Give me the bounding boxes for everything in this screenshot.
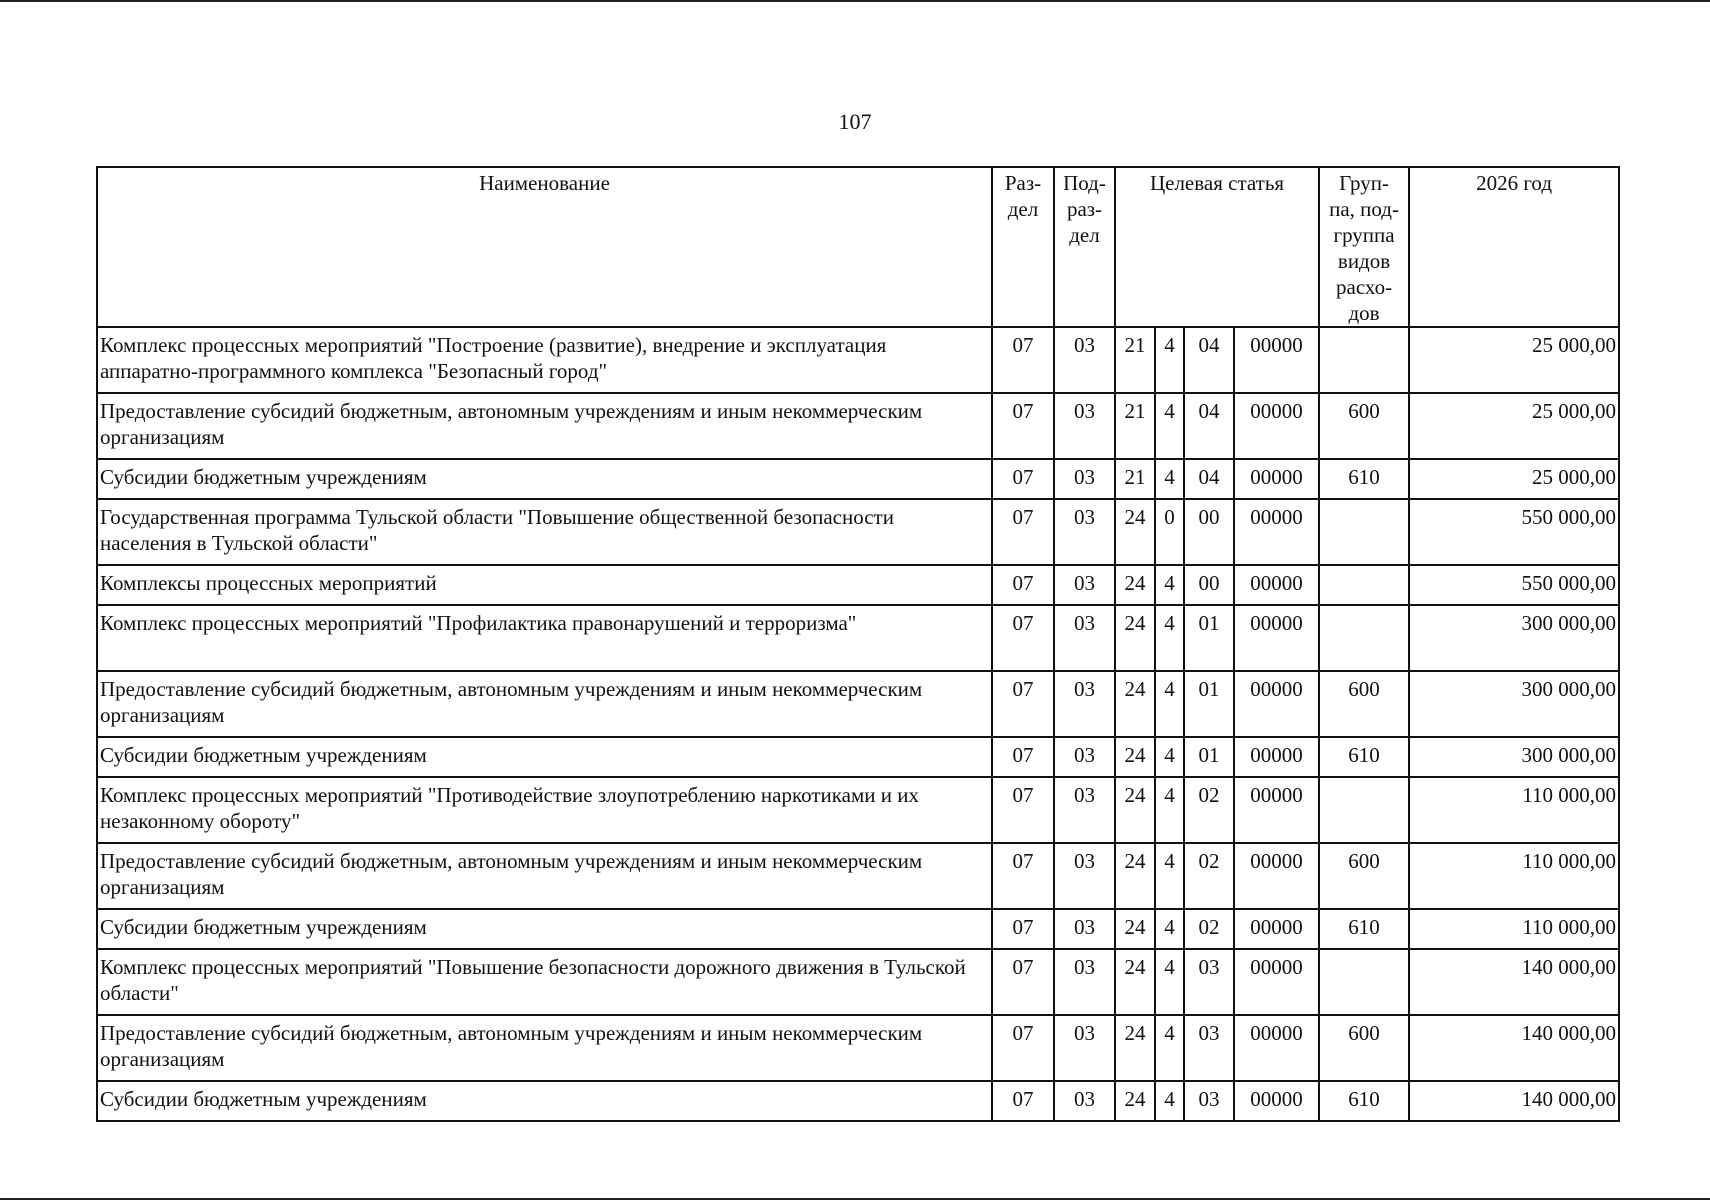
table-row [97, 1015, 1619, 1081]
cell-target-direction: 00000 [1234, 565, 1319, 605]
cell-target-subprogram: 03 [1184, 1015, 1234, 1081]
cell-target-type: 4 [1155, 393, 1184, 459]
cell-expense-group: 610 [1319, 737, 1409, 777]
cell-target-program: 24 [1115, 737, 1155, 777]
cell-target-subprogram: 01 [1184, 605, 1234, 671]
cell-section: 07 [992, 393, 1054, 459]
cell-subsection: 03 [1054, 565, 1115, 605]
cell-name: Комплекс процессных мероприятий "Противодействие злоупотреблению наркотиками и их незаконному обороту" [97, 777, 992, 843]
cell-section: 07 [992, 737, 1054, 777]
cell-target-type: 4 [1155, 777, 1184, 843]
cell-amount: 110 000,00 [1409, 843, 1619, 909]
cell-name: Государственная программа Тульской области "Повышение общественной безопасности населения в Тульской области" [97, 499, 992, 565]
cell-subsection: 03 [1054, 459, 1115, 499]
cell-amount: 110 000,00 [1409, 909, 1619, 949]
cell-target-direction: 00000 [1234, 843, 1319, 909]
cell-target-subprogram: 00 [1184, 565, 1234, 605]
cell-target-type: 4 [1155, 327, 1184, 393]
table-body [97, 327, 1619, 1121]
cell-name: Комплекс процессных мероприятий "Профилактика правонарушений и терроризма" [97, 605, 992, 671]
cell-name: Субсидии бюджетным учреждениям [97, 1081, 992, 1121]
cell-section: 07 [992, 499, 1054, 565]
cell-section: 07 [992, 671, 1054, 737]
cell-name: Комплекс процессных мероприятий "Повышение безопасности дорожного движения в Тульской области" [97, 949, 992, 1015]
cell-amount: 140 000,00 [1409, 1015, 1619, 1081]
cell-subsection: 03 [1054, 393, 1115, 459]
cell-target-program: 24 [1115, 499, 1155, 565]
cell-amount: 140 000,00 [1409, 949, 1619, 1015]
cell-target-direction: 00000 [1234, 1015, 1319, 1081]
cell-target-program: 24 [1115, 777, 1155, 843]
table-header [97, 167, 1619, 327]
cell-target-program: 24 [1115, 671, 1155, 737]
cell-target-program: 24 [1115, 909, 1155, 949]
table-row [97, 777, 1619, 843]
cell-amount: 550 000,00 [1409, 499, 1619, 565]
cell-subsection: 03 [1054, 499, 1115, 565]
cell-name: Субсидии бюджетным учреждениям [97, 737, 992, 777]
table-row [97, 393, 1619, 459]
cell-target-type: 4 [1155, 843, 1184, 909]
cell-name: Предоставление субсидий бюджетным, автономным учреждениям и иным некоммерческим организациям [97, 393, 992, 459]
cell-subsection: 03 [1054, 327, 1115, 393]
cell-section: 07 [992, 565, 1054, 605]
cell-expense-group: 610 [1319, 459, 1409, 499]
cell-target-program: 21 [1115, 393, 1155, 459]
cell-amount: 110 000,00 [1409, 777, 1619, 843]
cell-target-direction: 00000 [1234, 459, 1319, 499]
cell-target-subprogram: 01 [1184, 671, 1234, 737]
cell-target-type: 4 [1155, 565, 1184, 605]
cell-target-direction: 00000 [1234, 777, 1319, 843]
cell-target-type: 0 [1155, 499, 1184, 565]
cell-target-type: 4 [1155, 1081, 1184, 1121]
cell-target-direction: 00000 [1234, 909, 1319, 949]
cell-name: Комплекс процессных мероприятий "Построение (развитие), внедрение и эксплуатация аппаратно-программного комплекса "Безопасный город" [97, 327, 992, 393]
cell-name: Предоставление субсидий бюджетным, автономным учреждениям и иным некоммерческим организациям [97, 843, 992, 909]
cell-expense-group [1319, 949, 1409, 1015]
cell-expense-group: 600 [1319, 843, 1409, 909]
cell-target-direction: 00000 [1234, 671, 1319, 737]
table-row [97, 499, 1619, 565]
cell-amount: 25 000,00 [1409, 327, 1619, 393]
cell-target-subprogram: 04 [1184, 459, 1234, 499]
cell-subsection: 03 [1054, 843, 1115, 909]
cell-section: 07 [992, 843, 1054, 909]
cell-target-direction: 00000 [1234, 605, 1319, 671]
cell-section: 07 [992, 909, 1054, 949]
cell-subsection: 03 [1054, 1081, 1115, 1121]
cell-target-subprogram: 04 [1184, 327, 1234, 393]
cell-target-type: 4 [1155, 909, 1184, 949]
table-row [97, 459, 1619, 499]
cell-amount: 140 000,00 [1409, 1081, 1619, 1121]
page-number: 107 [838, 109, 872, 134]
table-row [97, 327, 1619, 393]
cell-expense-group: 610 [1319, 909, 1409, 949]
cell-target-subprogram: 02 [1184, 777, 1234, 843]
cell-subsection: 03 [1054, 605, 1115, 671]
cell-target-program: 24 [1115, 949, 1155, 1015]
cell-expense-group [1319, 565, 1409, 605]
cell-subsection: 03 [1054, 1015, 1115, 1081]
cell-amount: 25 000,00 [1409, 393, 1619, 459]
header-year: 2026 год [1409, 167, 1619, 327]
cell-subsection: 03 [1054, 671, 1115, 737]
cell-target-program: 21 [1115, 327, 1155, 393]
cell-target-program: 24 [1115, 1081, 1155, 1121]
cell-target-direction: 00000 [1234, 499, 1319, 565]
header-name: Наименование [97, 167, 992, 327]
cell-target-program: 24 [1115, 1015, 1155, 1081]
table-row [97, 949, 1619, 1015]
table-row [97, 565, 1619, 605]
cell-target-type: 4 [1155, 737, 1184, 777]
cell-target-program: 24 [1115, 605, 1155, 671]
cell-subsection: 03 [1054, 949, 1115, 1015]
table-row [97, 1081, 1619, 1121]
cell-amount: 300 000,00 [1409, 605, 1619, 671]
cell-name: Субсидии бюджетным учреждениям [97, 459, 992, 499]
cell-target-program: 21 [1115, 459, 1155, 499]
scan-top-edge [0, 0, 1710, 2]
cell-target-direction: 00000 [1234, 737, 1319, 777]
cell-amount: 300 000,00 [1409, 671, 1619, 737]
cell-expense-group: 600 [1319, 671, 1409, 737]
cell-subsection: 03 [1054, 777, 1115, 843]
table-row [97, 737, 1619, 777]
cell-amount: 25 000,00 [1409, 459, 1619, 499]
cell-section: 07 [992, 1015, 1054, 1081]
cell-expense-group [1319, 499, 1409, 565]
cell-section: 07 [992, 459, 1054, 499]
cell-target-subprogram: 00 [1184, 499, 1234, 565]
cell-section: 07 [992, 605, 1054, 671]
cell-expense-group: 600 [1319, 393, 1409, 459]
cell-target-direction: 00000 [1234, 1081, 1319, 1121]
table-row [97, 671, 1619, 737]
cell-expense-group: 610 [1319, 1081, 1409, 1121]
table-row [97, 605, 1619, 671]
cell-target-direction: 00000 [1234, 949, 1319, 1015]
cell-amount: 550 000,00 [1409, 565, 1619, 605]
cell-name: Комплексы процессных мероприятий [97, 565, 992, 605]
cell-target-type: 4 [1155, 949, 1184, 1015]
cell-subsection: 03 [1054, 737, 1115, 777]
cell-expense-group [1319, 605, 1409, 671]
table-row [97, 843, 1619, 909]
cell-target-program: 24 [1115, 843, 1155, 909]
cell-target-type: 4 [1155, 1015, 1184, 1081]
cell-name: Предоставление субсидий бюджетным, автономным учреждениям и иным некоммерческим организациям [97, 1015, 992, 1081]
header-subsection: Под- раз- дел [1054, 167, 1115, 327]
cell-section: 07 [992, 327, 1054, 393]
cell-target-subprogram: 04 [1184, 393, 1234, 459]
cell-target-type: 4 [1155, 671, 1184, 737]
cell-name: Предоставление субсидий бюджетным, автономным учреждениям и иным некоммерческим организациям [97, 671, 992, 737]
header-target-article: Целевая статья [1115, 167, 1319, 327]
cell-expense-group: 600 [1319, 1015, 1409, 1081]
cell-target-subprogram: 02 [1184, 843, 1234, 909]
cell-section: 07 [992, 777, 1054, 843]
cell-target-direction: 00000 [1234, 393, 1319, 459]
table-row [97, 909, 1619, 949]
cell-expense-group [1319, 777, 1409, 843]
cell-target-subprogram: 03 [1184, 1081, 1234, 1121]
header-section: Раз- дел [992, 167, 1054, 327]
cell-section: 07 [992, 1081, 1054, 1121]
budget-table [96, 166, 1620, 1122]
cell-amount: 300 000,00 [1409, 737, 1619, 777]
header-expense-group: Груп- па, под- группа видов расхо- дов [1319, 167, 1409, 327]
cell-expense-group [1319, 327, 1409, 393]
cell-target-subprogram: 01 [1184, 737, 1234, 777]
cell-target-direction: 00000 [1234, 327, 1319, 393]
cell-section: 07 [992, 949, 1054, 1015]
cell-target-subprogram: 03 [1184, 949, 1234, 1015]
cell-subsection: 03 [1054, 909, 1115, 949]
cell-name: Субсидии бюджетным учреждениям [97, 909, 992, 949]
cell-target-type: 4 [1155, 605, 1184, 671]
cell-target-subprogram: 02 [1184, 909, 1234, 949]
cell-target-program: 24 [1115, 565, 1155, 605]
cell-target-type: 4 [1155, 459, 1184, 499]
